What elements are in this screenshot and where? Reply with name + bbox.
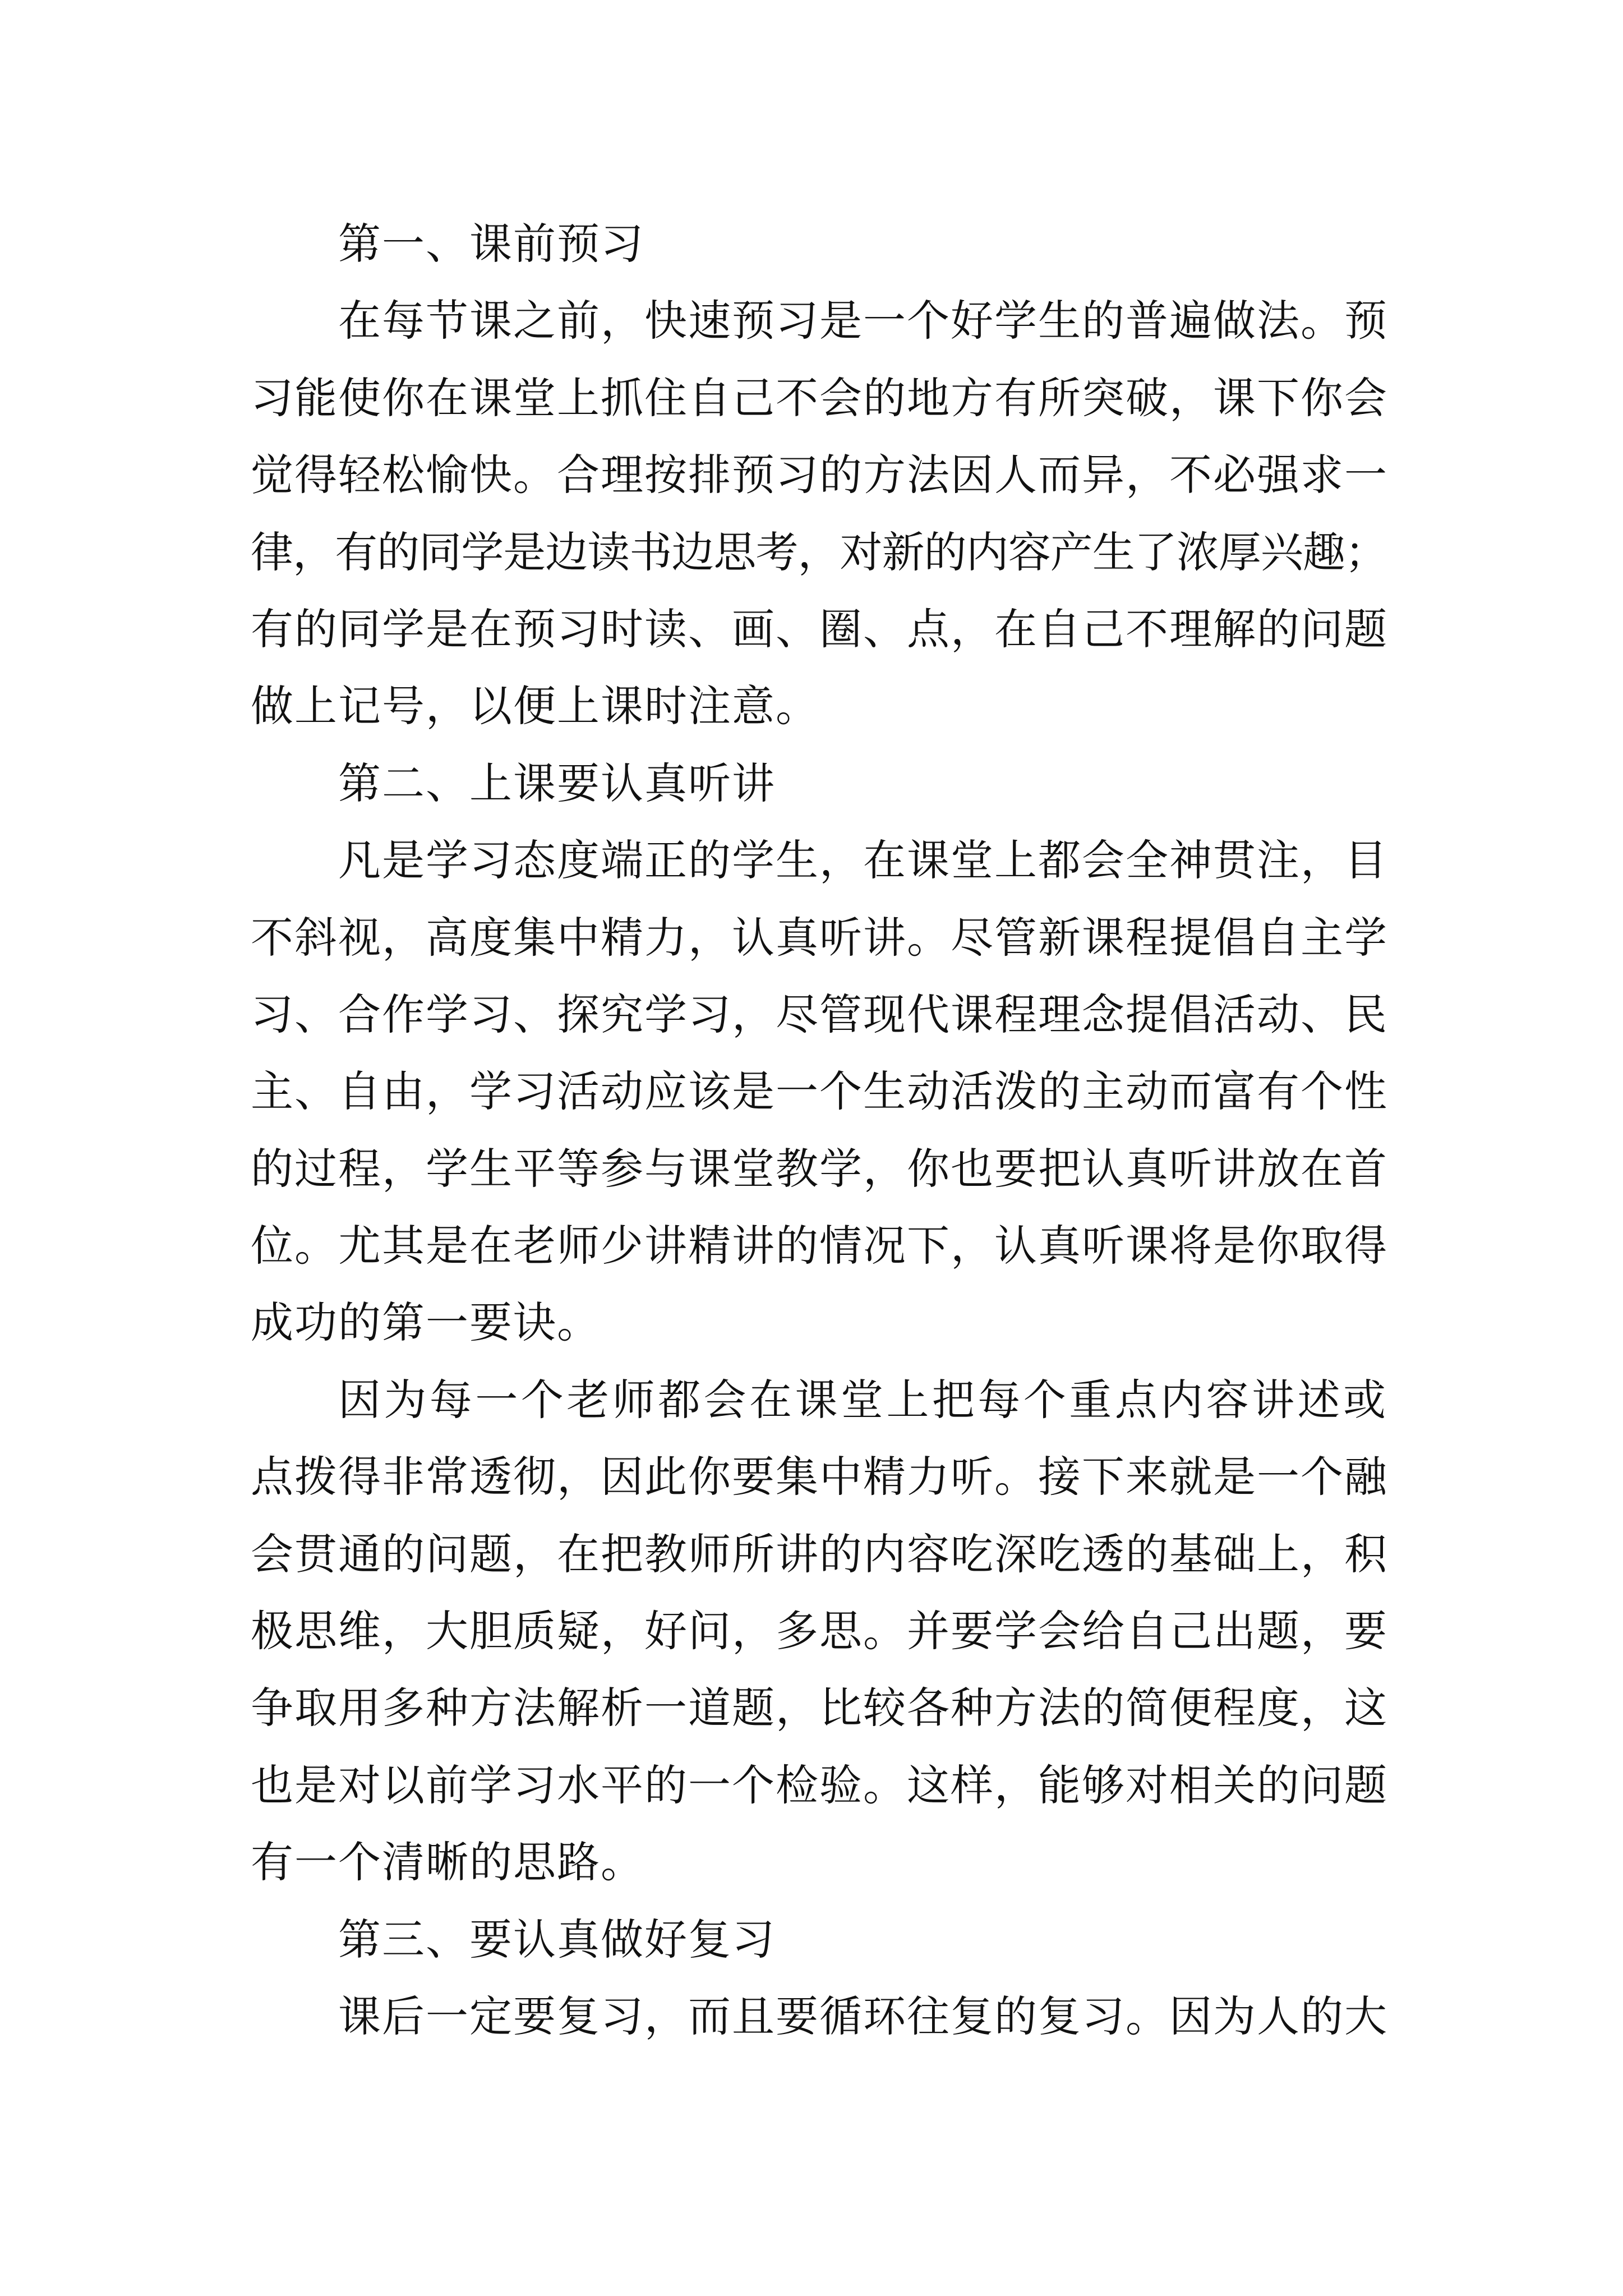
paragraph [251, 822, 1387, 1361]
text-line: 争取用多种方法解析一道题，比较各种方法的简便程度，这 [251, 1683, 1388, 1733]
text-line: 主、自由，学习活动应该是一个生动活泼的主动而富有个性 [251, 1066, 1388, 1117]
text-line: 有的同学是在预习时读、画、圈、点，在自己不理解的问题 [251, 604, 1388, 654]
text-line: 律，有的同学是边读书边思考，对新的内容产生了浓厚兴趣； [251, 527, 1387, 577]
text-line: 做上记号，以便上课时注意。 [251, 681, 819, 731]
text-line: 因为每一个老师都会在课堂上把每个重点内容讲述或 [338, 1374, 1387, 1425]
paragraph [251, 1361, 1387, 1901]
text-line: 成功的第一要诀。 [251, 1297, 601, 1348]
text-line: 会贯通的问题，在把教师所讲的内容吃深吃透的基础上，积 [251, 1529, 1388, 1579]
text-line: 不斜视，高度集中精力，认真听讲。尽管新课程提倡自主学 [251, 912, 1388, 963]
text-line: 也是对以前学习水平的一个检验。这样，能够对相关的问题 [251, 1760, 1388, 1810]
text-line: 课后一定要复习，而且要循环往复的复习。因为人的大 [338, 1991, 1388, 2041]
text-line: 习能使你在课堂上抓住自己不会的地方有所突破，课下你会 [251, 372, 1388, 423]
text-line: 极思维，大胆质疑，好问，多思。并要学会给自己出题，要 [251, 1606, 1388, 1657]
text-line: 的过程，学生平等参与课堂教学，你也要把认真听讲放在首 [251, 1143, 1388, 1194]
document-body [251, 205, 1387, 2055]
text-line: 觉得轻松愉快。合理按排预习的方法因人而异，不必强求一 [251, 450, 1388, 500]
text-line: 凡是学习态度端正的学生，在课堂上都会全神贯注，目 [338, 835, 1388, 886]
text-line: 点拨得非常透彻，因此你要集中精力听。接下来就是一个融 [251, 1452, 1388, 1502]
text-line: 习、合作学习、探究学习，尽管现代课程理念提倡活动、民 [251, 989, 1388, 1039]
section-heading: 第一、课前预习 [338, 219, 644, 269]
text-line: 有一个清晰的思路。 [251, 1837, 644, 1888]
paragraph [251, 282, 1387, 744]
text-line: 在每节课之前，快速预习是一个好学生的普遍做法。预 [338, 296, 1388, 346]
section-heading: 第三、要认真做好复习 [338, 1914, 776, 1964]
section-heading: 第二、上课要认真听讲 [338, 758, 776, 808]
paragraph [251, 1978, 1387, 2055]
text-line: 位。尤其是在老师少讲精讲的情况下，认真听课将是你取得 [251, 1221, 1388, 1271]
